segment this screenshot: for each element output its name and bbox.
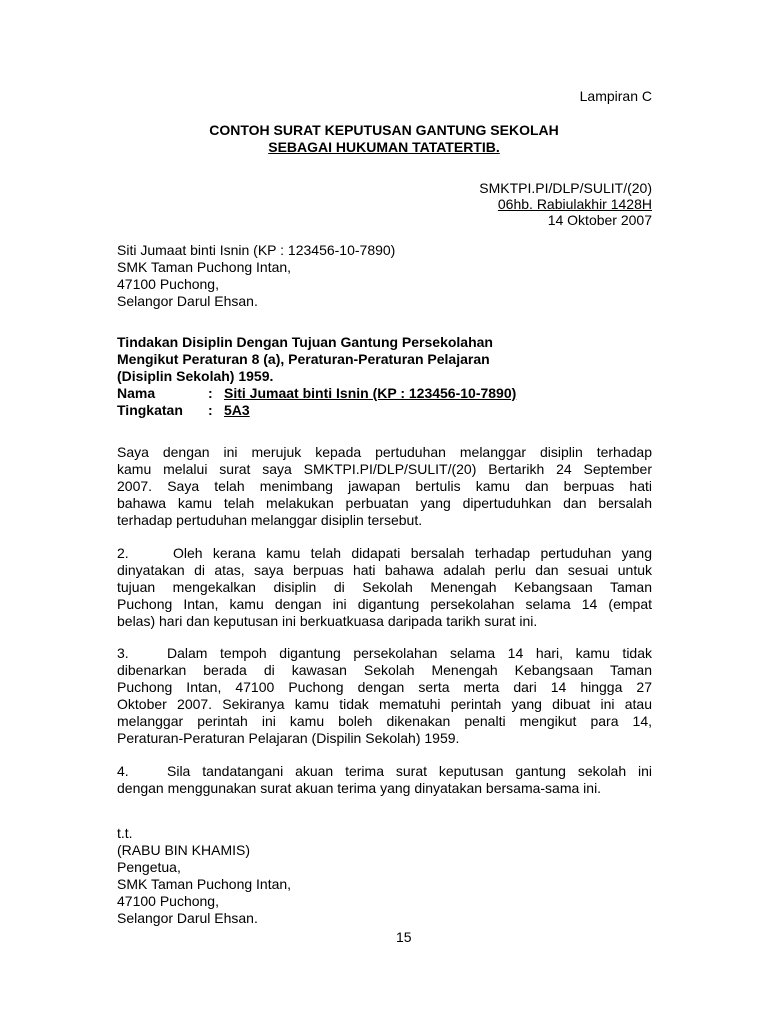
paragraph-4-number: 4. xyxy=(117,763,129,779)
paragraph-line: bahawa kamu telah melakukan perbuatan yang dipertuduhkan dan bersalah xyxy=(117,495,652,511)
paragraph-4-first-line: Sila tandatangani akuan terima surat keputusan gantung sekolah ini xyxy=(167,763,652,779)
name-label: Nama xyxy=(117,385,156,401)
signatory-name: (RABU BIN KHAMIS) xyxy=(117,842,251,858)
class-label: Tingkatan xyxy=(117,402,183,418)
paragraph-line: Puchong Intan, kamu dengan ini digantung persekolahan selama 14 (empat xyxy=(117,596,652,612)
paragraph-line: dinyatakan di atas, saya berpuas hati bahawa adalah perlu dan sesuai untuk xyxy=(117,562,652,578)
paragraph-1 xyxy=(117,444,652,529)
title-line-2: SEBAGAI HUKUMAN TATATERTIB. xyxy=(268,139,500,155)
paragraph-2-first-line: Oleh kerana kamu telah didapati bersalah terhadap pertuduhan yang xyxy=(173,545,652,561)
paragraph-line: 2007. Saya telah menimbang jawapan bertulis kamu dan berpuas hati xyxy=(117,478,652,494)
paragraph-line: melanggar perintah ini kamu boleh dikenakan penalti mengikut para 14, xyxy=(117,713,652,729)
paragraph-4 xyxy=(117,780,652,797)
class-value: 5A3 xyxy=(224,402,250,418)
recipient-address-1: SMK Taman Puchong Intan, xyxy=(117,259,292,275)
recipient-name: Siti Jumaat binti Isnin (KP : 123456-10-7890) xyxy=(117,242,396,258)
hijri-date: 06hb. Rabiulakhir 1428H xyxy=(497,196,652,212)
paragraph-line: dengan menggunakan surat akuan terima yang dinyatakan bersama-sama ini. xyxy=(117,780,602,796)
recipient-address-3: Selangor Darul Ehsan. xyxy=(117,293,258,309)
paragraph-3-first-line: Dalam tempoh digantung persekolahan selama 14 hari, kamu tidak xyxy=(167,645,652,661)
paragraph-2 xyxy=(117,562,652,630)
name-value: Siti Jumaat binti Isnin (KP : 123456-10-7890) xyxy=(224,385,517,401)
paragraph-line: Puchong Intan, 47100 Puchong dengan serta merta dari 14 hingga 27 xyxy=(117,679,652,695)
paragraph-line: Peraturan-Peraturan Pelajaran (Dispilin Sekolah) 1959. xyxy=(117,730,460,746)
letter-date: 14 Oktober 2007 xyxy=(547,212,652,228)
name-colon: : xyxy=(208,385,213,401)
paragraph-3-number: 3. xyxy=(117,645,129,661)
paragraph-line: tujuan mengekalkan disiplin di Sekolah Menengah Kebangsaan Taman xyxy=(117,579,652,595)
title-line-1: CONTOH SURAT KEPUTUSAN GANTUNG SEKOLAH xyxy=(209,122,559,138)
class-colon: : xyxy=(208,402,213,418)
paragraph-line: Oktober 2007. Sekiranya kamu tidak mematuhi perintah yang dibuat ini atau xyxy=(117,696,652,712)
signatory-address-1: SMK Taman Puchong Intan, xyxy=(117,876,292,892)
paragraph-line: kamu melalui surat saya SMKTPI.PI/DLP/SULIT/(20) Bertarikh 24 September xyxy=(117,461,652,477)
signatory-address-3: Selangor Darul Ehsan. xyxy=(117,910,258,926)
paragraph-line: dibenarkan berada di kawasan Sekolah Menengah Kebangsaan Taman xyxy=(117,662,652,678)
paragraph-3 xyxy=(117,662,652,747)
reference-number: SMKTPI.PI/DLP/SULIT/(20) xyxy=(479,180,652,196)
paragraph-2-number: 2. xyxy=(117,545,129,561)
paragraph-line: Saya dengan ini merujuk kepada pertuduhan melanggar disiplin terhadap xyxy=(117,444,652,460)
appendix-label: Lampiran C xyxy=(579,88,652,104)
paragraph-line: terhadap pertuduhan melanggar disiplin tersebut. xyxy=(117,512,423,528)
paragraph-line: belas) hari dan keputusan ini berkuatkuasa daripada tarikh surat ini. xyxy=(117,613,538,629)
signatory-address-2: 47100 Puchong, xyxy=(117,893,219,909)
page-number: 15 xyxy=(396,929,412,945)
subject-line-2: Mengikut Peraturan 8 (a), Peraturan-Peraturan Pelajaran xyxy=(117,351,490,367)
subject-line-3: (Disiplin Sekolah) 1959. xyxy=(117,368,274,384)
signature-tt: t.t. xyxy=(117,825,133,841)
subject-line-1: Tindakan Disiplin Dengan Tujuan Gantung Persekolahan xyxy=(117,334,493,350)
signatory-position: Pengetua, xyxy=(117,859,181,875)
recipient-address-2: 47100 Puchong, xyxy=(117,276,219,292)
